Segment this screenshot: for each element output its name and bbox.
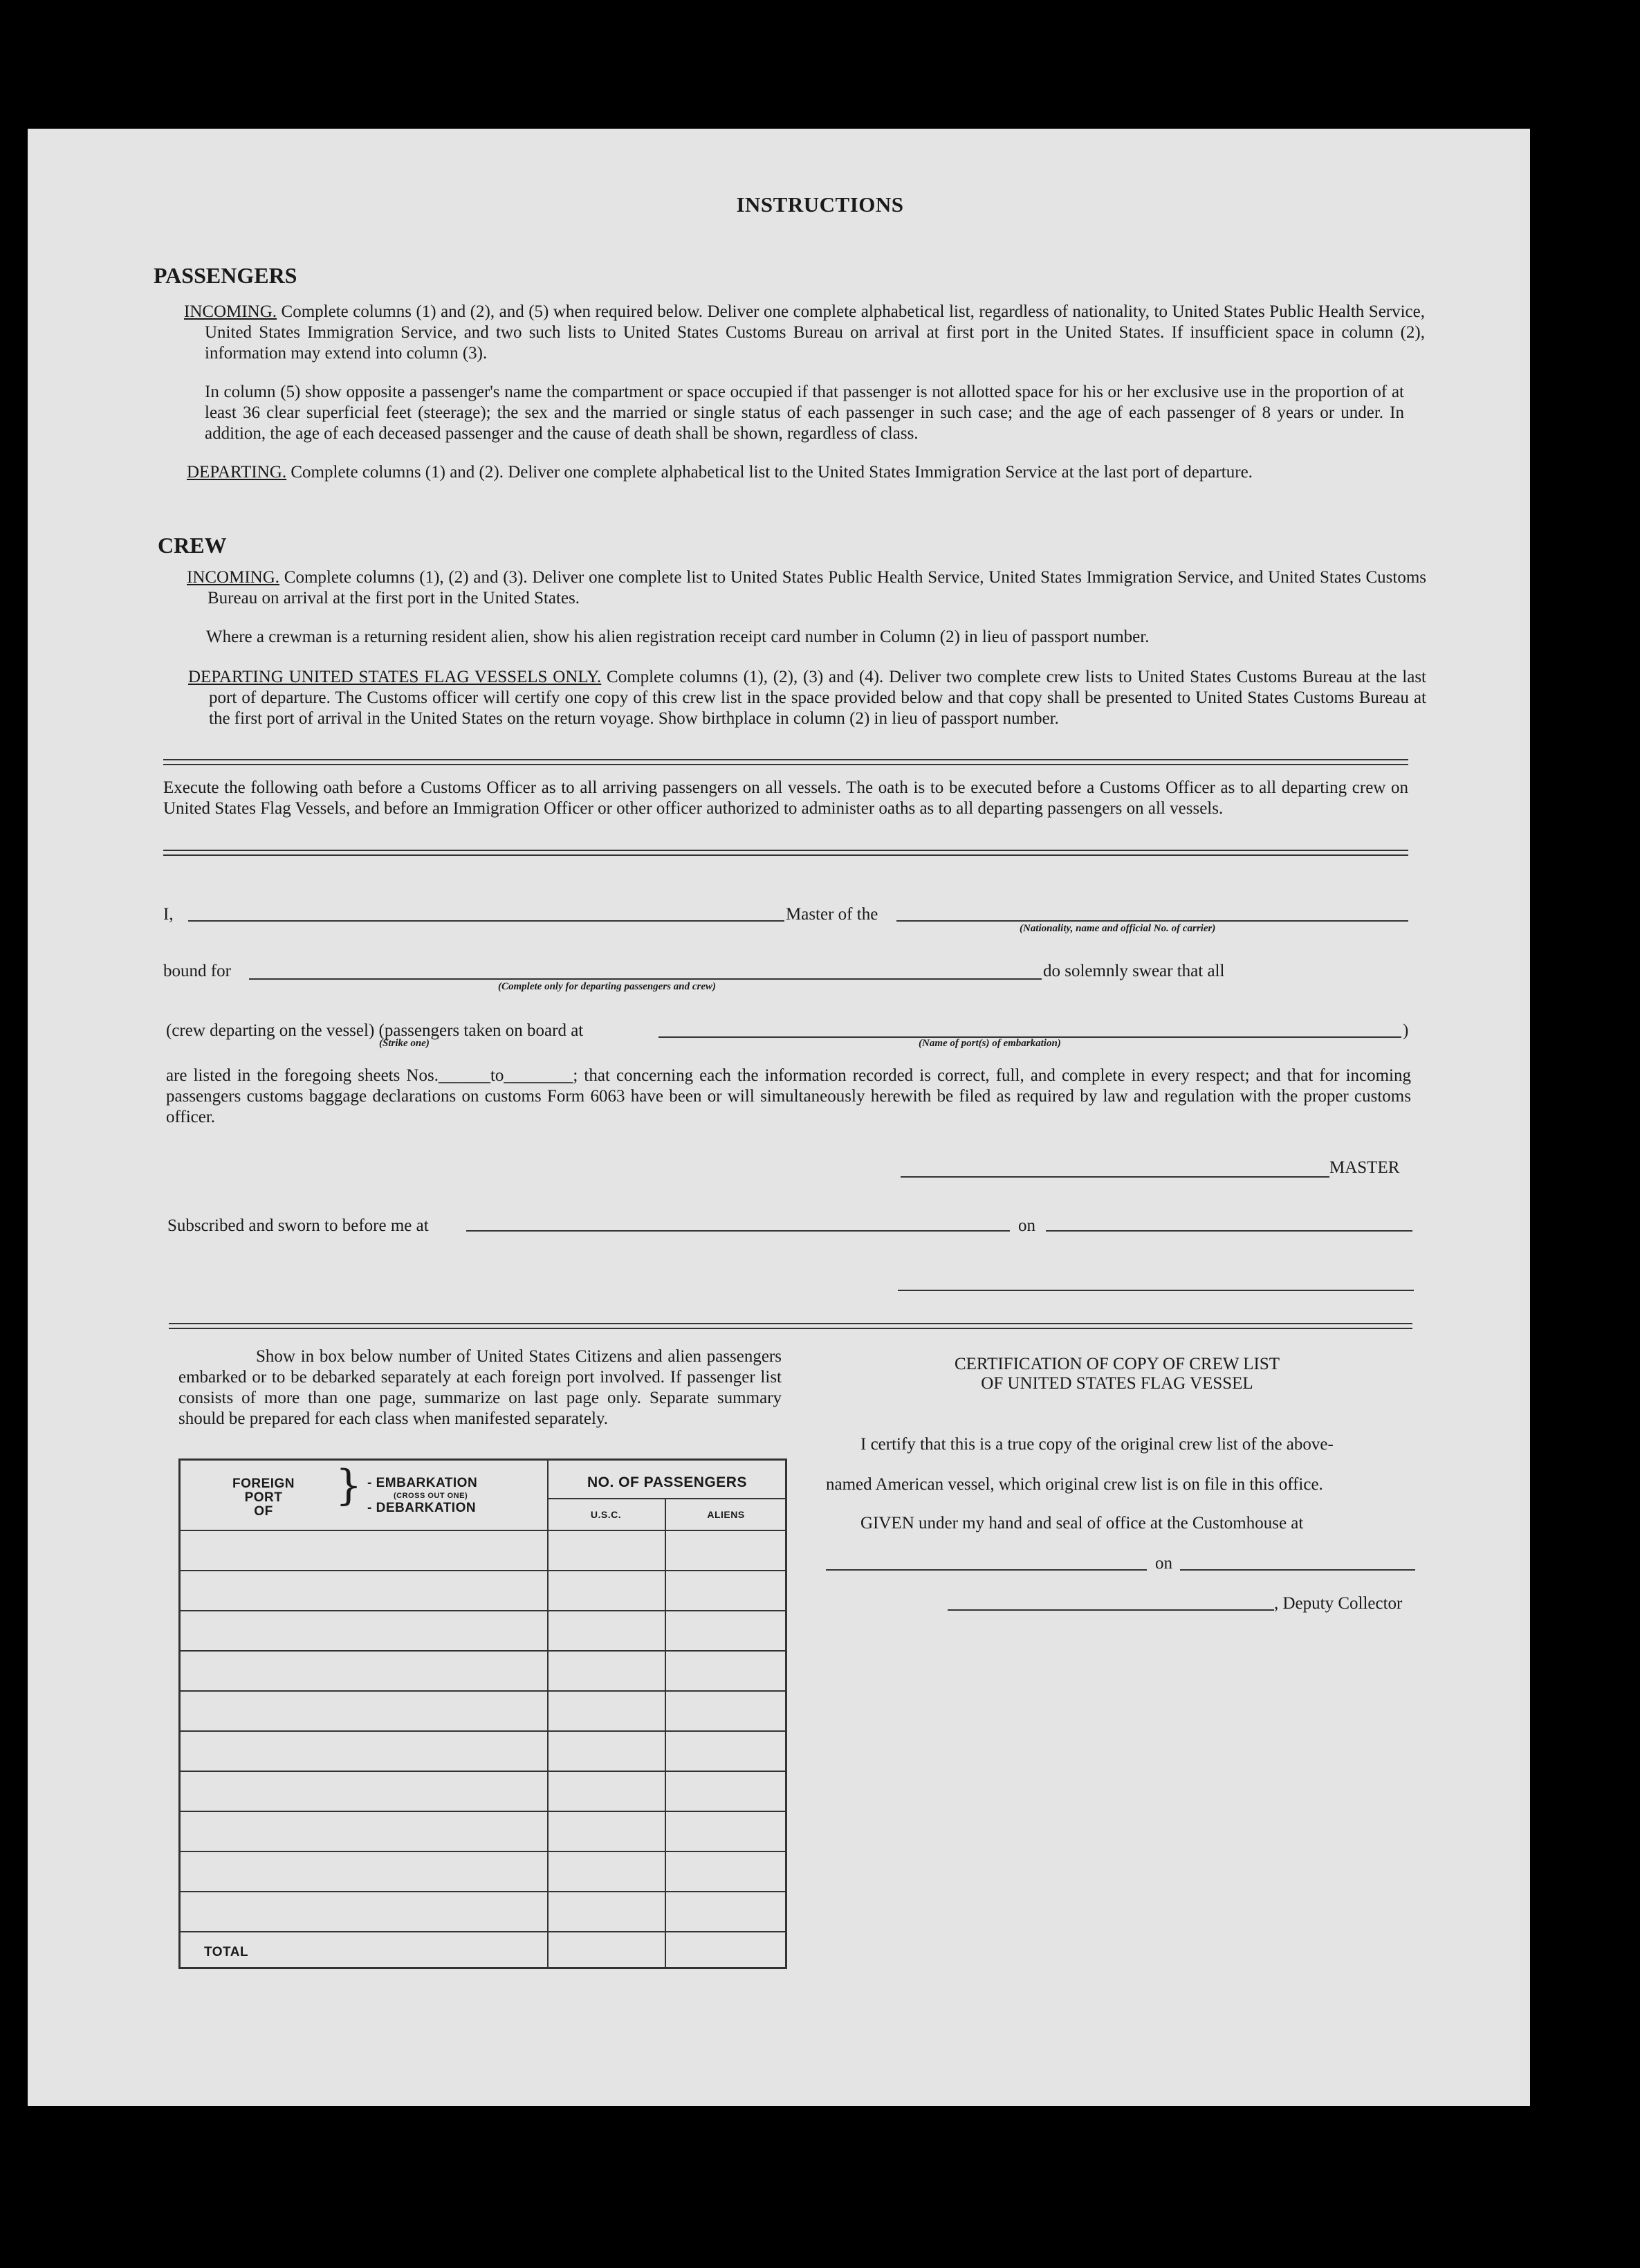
passengers-incoming-paragraph <box>184 302 1425 364</box>
certify-line-1: I certify that this is a true copy of the original crew list of the above- <box>860 1435 1334 1454</box>
listed-paragraph: are listed in the foregoing sheets Nos.______to________; that concerning each the information recorded is correct, full, and complete in every respect; and that for incoming passengers customs baggage declarations on customs Form 6063 have been or will simultaneously herewith be filed as required by law and regulation with the proper customs officer. <box>166 1066 1411 1126</box>
usc-header: U.S.C. <box>590 1509 622 1520</box>
crew-incoming-paragraph <box>187 567 1426 609</box>
crew-departing-text: Complete columns (1), (2), (3) and (4). Deliver two complete crew lists to United States Customs Bureau at the last port of departure. The Customs officer will certify one copy of this crew list in the space provided below and that copy shall be presented to United States Customs Bureau at the first port of arrival in the United States on the return voyage. Show birthplace in column (2) in lieu of passport number. <box>209 668 1426 728</box>
certification-heading <box>830 1355 1404 1393</box>
double-rule <box>163 850 1408 856</box>
sworn-place-line[interactable] <box>466 1230 1010 1232</box>
total-label: TOTAL <box>204 1945 249 1959</box>
certify-line-3: GIVEN under my hand and seal of office at the Customhouse at <box>860 1514 1304 1533</box>
bound-for-label: bound for <box>163 962 231 980</box>
crew-departing-paragraph <box>188 667 1426 729</box>
crew-incoming-label: INCOMING. <box>187 568 280 587</box>
complete-only-caption: (Complete only for departing passengers and crew) <box>498 981 716 992</box>
master-label: MASTER <box>1329 1158 1400 1177</box>
officer-signature-line[interactable] <box>898 1290 1414 1291</box>
port-label: PORT <box>244 1490 283 1505</box>
customhouse-line[interactable] <box>826 1569 1147 1571</box>
foreign-port-header <box>222 1477 305 1519</box>
crew-incoming-text: Complete columns (1), (2) and (3). Deliver one complete list to United States Public Health Service, United States Immigration Service, and United States Customs Bureau on arrival at the first port in the United States. <box>208 568 1426 607</box>
passengers-departing-text: Complete columns (1) and (2). Deliver one complete alphabetical list to the United States Immigration Service at the last port of departure. <box>286 463 1253 482</box>
master-signature-line[interactable] <box>901 1176 1329 1178</box>
close-paren: ) <box>1403 1021 1409 1040</box>
sworn-date-line[interactable] <box>1046 1230 1412 1232</box>
header-subrule <box>547 1498 787 1499</box>
aliens-header: ALIENS <box>707 1509 745 1520</box>
foreign-label: FOREIGN <box>232 1476 295 1491</box>
no-passengers-header: NO. OF PASSENGERS <box>587 1474 747 1490</box>
passengers-incoming-text: Complete columns (1) and (2), and (5) when required below. Deliver one complete alphabetical list, regardless of nationality, to United States Public Health Service, United States Immigration Service, and two such lists to United States Customs Bureau on arrival at first port in the United States. If insufficient space in column (2), information may extend into column (3). <box>205 302 1425 363</box>
certify-on-label: on <box>1155 1554 1172 1573</box>
row-rule <box>181 1931 787 1932</box>
crew-heading: CREW <box>158 533 227 558</box>
sworn-on-label: on <box>1018 1216 1035 1235</box>
certify-date-line[interactable] <box>1180 1569 1415 1571</box>
double-rule <box>169 1323 1412 1329</box>
embark-header <box>367 1477 477 1515</box>
certify-line-2: named American vessel, which original crew list is on file in this office. <box>826 1475 1323 1494</box>
row-rule <box>181 1851 787 1852</box>
passengers-heading: PASSENGERS <box>154 263 297 288</box>
crew-departing-label: (crew departing on the vessel) (passengers taken on board at <box>166 1021 584 1040</box>
crew-departing-label: DEPARTING UNITED STATES FLAG VESSELS ONLY. <box>188 668 602 686</box>
carrier-line[interactable] <box>896 920 1408 922</box>
row-rule <box>181 1610 787 1611</box>
col-divider <box>547 1461 549 1969</box>
passengers-column5-paragraph: In column (5) show opposite a passenger's name the compartment or space occupied if that passenger is not allotted space for his or her exclusive use in the proportion of at least 36 clear superficial feet (steerage); the sex and the married or single status of each passenger in such case; and the age of each passenger of 8 years or under. In addition, the age of each deceased passenger and the cause of death shall be shown, regardless of class. <box>205 383 1404 443</box>
deputy-signature-line[interactable] <box>948 1609 1274 1611</box>
passengers-departing-label: DEPARTING. <box>187 463 287 482</box>
certification-heading-1: CERTIFICATION OF COPY OF CREW LIST <box>954 1355 1280 1373</box>
swear-label: do solemnly swear that all <box>1043 962 1225 980</box>
embarkation-label: - EMBARKATION <box>367 1476 478 1490</box>
page-title: INSTRUCTIONS <box>736 192 904 217</box>
subscribed-label: Subscribed and sworn to before me at <box>167 1216 429 1235</box>
row-rule <box>181 1650 787 1652</box>
passengers-incoming-label: INCOMING. <box>184 302 277 321</box>
oath-instruction: Execute the following oath before a Customs Officer as to all arriving passengers on all vessels. The oath is to be executed before a Customs Officer as to all departing crew on United States Flag Vessels, and before an Immigration Officer or other officer authorized to administer oaths as to all departing passengers on all vessels. <box>163 778 1408 818</box>
passengers-departing-paragraph <box>187 462 1425 483</box>
of-label: OF <box>254 1504 273 1519</box>
double-rule <box>163 759 1408 765</box>
brace-icon: } <box>335 1461 362 1510</box>
col-divider <box>665 1498 666 1969</box>
bound-for-line[interactable] <box>249 978 1042 980</box>
cross-out-label: (CROSS OUT ONE) <box>394 1492 468 1500</box>
row-rule <box>181 1771 787 1772</box>
strike-one-caption: (Strike one) <box>379 1038 430 1049</box>
certification-heading-2: OF UNITED STATES FLAG VESSEL <box>981 1374 1253 1393</box>
master-name-line[interactable] <box>188 920 784 922</box>
master-of-the-label: Master of the <box>786 905 878 924</box>
debarkation-label: - DEBARKATION <box>367 1501 477 1515</box>
deputy-collector-label: , Deputy Collector <box>1274 1594 1403 1613</box>
row-rule <box>181 1811 787 1812</box>
row-rule <box>181 1730 787 1732</box>
summary-instruction: Show in box below number of United States Citizens and alien passengers embarked or to be debarked separately at each foreign port involved. If passenger list consists of more than one page, summarize on last page only. Separate summary should be prepared for each class when manifested separately. <box>178 1347 782 1428</box>
row-rule <box>181 1891 787 1892</box>
oath-i-label: I, <box>163 905 174 924</box>
row-rule <box>181 1570 787 1571</box>
ports-caption: (Name of port(s) of embarkation) <box>919 1038 1061 1049</box>
nationality-caption: (Nationality, name and official No. of carrier) <box>1020 923 1216 934</box>
row-rule <box>181 1530 787 1531</box>
passenger-summary-table <box>178 1458 787 1969</box>
crew-resident-paragraph: Where a crewman is a returning resident alien, show his alien registration receipt card number in Column (2) in lieu of passport number. <box>206 628 1150 646</box>
row-rule <box>181 1690 787 1692</box>
